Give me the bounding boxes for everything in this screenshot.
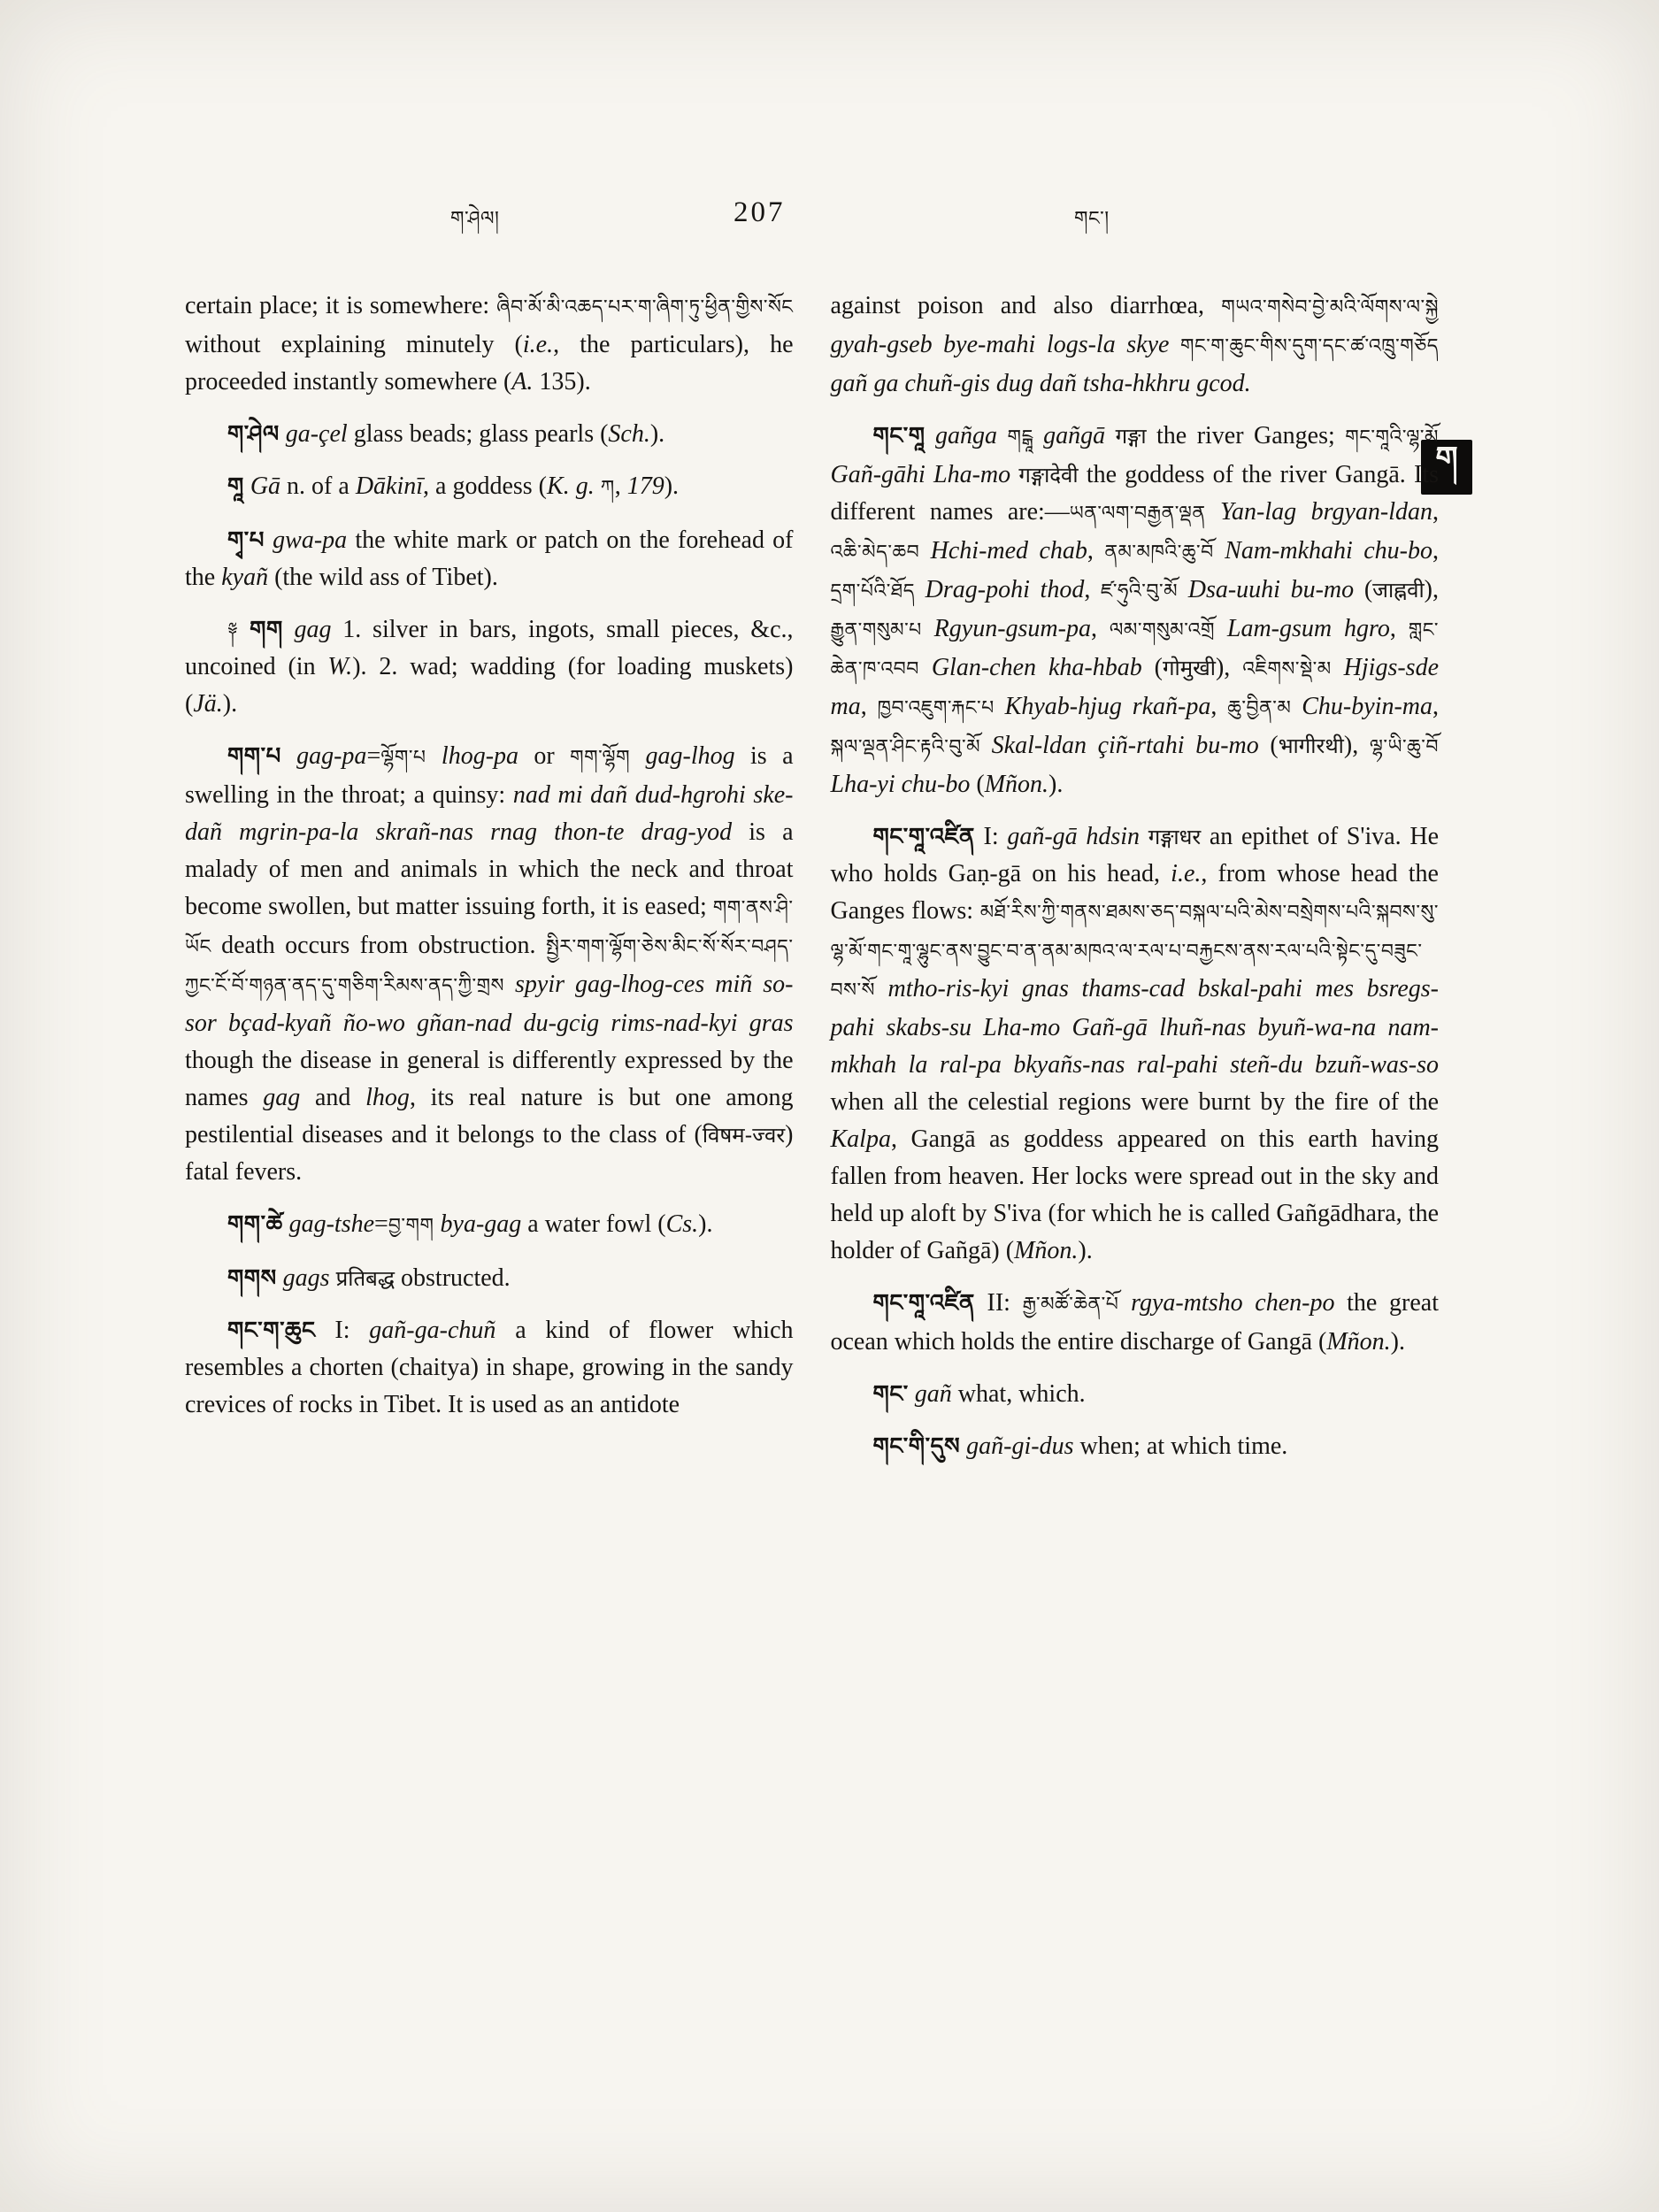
entry-text-segment: ), bbox=[1343, 732, 1370, 759]
entry-text-segment: ga-çel bbox=[279, 420, 348, 448]
page-body bbox=[185, 288, 1439, 1480]
entry-text-segment: the goddess of the river Gangā. Its different names are:— bbox=[830, 461, 1439, 526]
entry-text-segment: གང་གཱའི་ལྷ་མོ bbox=[1345, 426, 1440, 449]
entry-text-segment: though the disease in general is differently expressed by the names bbox=[185, 1047, 794, 1111]
entry-text-segment: गङ्गादेवी bbox=[1018, 463, 1079, 488]
entry-text-segment: ), bbox=[1424, 576, 1439, 603]
entry-text-segment: = bbox=[366, 742, 381, 770]
dictionary-entry bbox=[831, 1376, 1440, 1413]
entry-text-segment: (the wild ass of Tibet). bbox=[268, 564, 498, 591]
entry-text-segment: n. of a bbox=[280, 472, 356, 500]
entry-text-segment: , bbox=[1389, 615, 1409, 642]
entry-headword: ག་ཤེལ bbox=[227, 421, 280, 448]
entry-text-segment: ) fatal fevers. bbox=[185, 1121, 794, 1186]
entry-text-segment: གག་ནས་ཤི་ཡོང bbox=[185, 897, 794, 958]
dictionary-entry bbox=[185, 522, 794, 596]
entry-text-segment: gañga bbox=[925, 422, 998, 449]
entry-text-segment: प्रतिबद्ध bbox=[335, 1266, 396, 1291]
dictionary-entry bbox=[831, 418, 1440, 803]
entry-text-segment: , the particulars), he proceeded instantly somewhere ( bbox=[185, 331, 794, 396]
entry-text-segment: Skal-ldan çiñ-rtahi bu-mo bbox=[980, 732, 1259, 759]
entry-text-segment: i.e. bbox=[1171, 860, 1202, 887]
entry-text-segment: ). bbox=[698, 1210, 713, 1238]
entry-text-segment bbox=[1169, 331, 1180, 358]
entry-text-segment: I: bbox=[315, 1317, 370, 1344]
entry-text-segment: kyañ bbox=[221, 564, 269, 591]
entry-text-segment: lhog-pa bbox=[426, 742, 519, 770]
entry-text-segment: Hjigs-sde ma bbox=[830, 654, 1440, 720]
dictionary-entry bbox=[831, 288, 1440, 403]
entry-text-segment: = bbox=[374, 1210, 388, 1238]
entry-text-segment: , from whose head the Ganges flows: bbox=[830, 860, 1439, 925]
header-right-keyword: གང་། bbox=[1074, 208, 1110, 230]
entry-headword: གང་གཱ bbox=[872, 423, 926, 449]
entry-text-segment: ). bbox=[1078, 1237, 1093, 1264]
entry-text-segment: ). 2. wad; wadding (for loading muskets) ( bbox=[185, 653, 794, 718]
entry-text-segment: rgya-mtsho chen-po bbox=[1131, 1289, 1335, 1317]
entry-text-segment: a water fowl ( bbox=[521, 1210, 666, 1238]
entry-text-segment: ཞིབ་མོ་མི་འཆད་པར་ག་ཞིག་ཏུ་ཕྱིན་གྱིས་སོང bbox=[496, 296, 794, 319]
entry-text-segment: ). bbox=[649, 420, 665, 448]
entry-headword: གག bbox=[250, 617, 283, 643]
entry-text-segment: ལྷ་ཡི་ཆུ་བོ bbox=[1369, 736, 1439, 758]
entry-text-segment: gañ-ga-chuñ bbox=[369, 1317, 496, 1344]
entry-text-segment: སྐལ་ལྡན་ཤིང་རྟའི་བུ་མོ bbox=[830, 736, 981, 758]
entry-headword: གང་གི་དུས bbox=[872, 1433, 961, 1460]
entry-text-segment: ཁྱབ་འཇུག་རྐང་པ bbox=[877, 697, 995, 719]
entry-text-segment: an epithet of S'iva. He who holds Gaṇ-gā on his head, bbox=[830, 823, 1440, 887]
entry-text-segment: , bbox=[1432, 498, 1439, 526]
entry-text-segment: nad mi dañ dud-hgrohi ske-dañ mgrin-pa-la skrañ-nas rnag thon-te drag-yod bbox=[185, 781, 794, 846]
entry-text-segment: भागीरथी bbox=[1278, 733, 1344, 758]
entry-text-segment: W. bbox=[327, 653, 353, 680]
entry-text-segment bbox=[1140, 823, 1148, 850]
entry-text-segment: , bbox=[1432, 537, 1440, 565]
entry-text-segment: K. g. bbox=[547, 472, 595, 500]
entry-text-segment: gañ-gā hdsin bbox=[1007, 823, 1140, 850]
entry-text-segment: , bbox=[1210, 693, 1228, 720]
entry-text-segment: gañ ga chuñ-gis dug dañ tsha-hkhru gcod. bbox=[830, 370, 1251, 397]
entry-text-segment: Dsa-uuhi bu-mo bbox=[1178, 576, 1355, 603]
entry-text-segment: དྲག་པོའི་ཐོད bbox=[830, 580, 915, 603]
entry-text-segment: what, which. bbox=[951, 1380, 1086, 1408]
entry-text-segment: གང་ག་ཆུང་གིས་དུག་དང་ཚ་འཁྲུ་གཅོད bbox=[1180, 335, 1439, 357]
entry-text-segment: གག་ལྷོག bbox=[570, 747, 631, 769]
entry-text-segment: gañgā bbox=[1033, 422, 1106, 449]
entry-text-segment: རྒྱུན་གསུམ་པ bbox=[830, 619, 922, 641]
dictionary-entry bbox=[185, 1312, 794, 1424]
entry-text-segment: Glan-chen kha-hbab bbox=[918, 654, 1142, 681]
entry-text-segment: Gañ-gāhi Lha-mo bbox=[830, 461, 1011, 488]
entry-text-segment: Chu-byin-ma bbox=[1291, 693, 1432, 720]
dictionary-entry bbox=[185, 738, 794, 1191]
entry-text-segment: the great ocean which holds the entire discharge of Gangā ( bbox=[830, 1289, 1440, 1356]
entry-text-segment: Kalpa bbox=[830, 1125, 891, 1153]
entry-text-segment: without explaining minutely ( bbox=[185, 331, 523, 358]
entry-text-segment: 135). bbox=[533, 368, 591, 396]
entry-text-segment: Sch. bbox=[608, 420, 650, 448]
left-column bbox=[185, 288, 794, 1480]
entry-text-segment: Khyab-hjug rkañ-pa bbox=[994, 693, 1211, 720]
entry-text-segment: a kind of flower which resembles a chorten (chaitya) in shape, growing in the sandy crevices of rocks in Tibet. It is used as an antidote bbox=[185, 1317, 794, 1418]
entry-text-segment: when; at which time. bbox=[1073, 1432, 1288, 1460]
entry-text-segment bbox=[504, 971, 515, 998]
entry-text-segment: Lam-gsum hgro bbox=[1215, 615, 1390, 642]
page-number: 207 bbox=[733, 196, 786, 228]
entry-headword: གཱ bbox=[227, 473, 244, 500]
entry-text-segment: , bbox=[1087, 537, 1105, 565]
entry-text-segment: Mñon. bbox=[984, 771, 1049, 798]
entry-text-segment: certain place; it is somewhere: bbox=[185, 292, 497, 319]
entry-headword: གང་ག་ཆུང bbox=[227, 1317, 316, 1344]
entry-text-segment: when all the celestial regions were burnt by the fire of the bbox=[830, 1088, 1439, 1116]
entry-text-segment: གཡའ་གསེབ་བྱེ་མའི་ལོགས་ལ་སྐྱེ bbox=[1221, 296, 1439, 319]
entry-text-segment: bya-gag bbox=[434, 1210, 522, 1238]
entry-text-segment: ). bbox=[1390, 1328, 1405, 1356]
entry-text-segment: death occurs from obstruction. bbox=[211, 932, 546, 959]
entry-text-segment: , Gangā as goddess appeared on this earth having fallen from heaven. Her locks were spread out in the sky and held up aloft by S'iva (for which he is called Gañgādhara, the holder of Gañgā) ( bbox=[830, 1125, 1439, 1264]
entry-text-segment: is a malady of men and animals in which the neck and throat become swollen, but matter issuing forth, it is eased; bbox=[185, 818, 794, 920]
entry-text-segment: ( bbox=[1141, 654, 1164, 681]
entry-text-segment: མཐོ་རིས་ཀྱི་གནས་ཐམས་ཅད་བསྐལ་པའི་མེས་བསྲེགས་པའི་སྐབས་སུ་ལྷ་མོ་གང་གཱ་ལྷུང་ནས་བྱུང་བ་ན་ནམ་མཁའ་ལ་རལ་པ་བརྐྱངས་ནས་རལ་པའི་སྟེང་དུ་བཟུང་བས་སོ bbox=[830, 902, 1439, 1002]
entry-text-segment: गङ्गा bbox=[1115, 424, 1147, 449]
entry-text-segment: Drag-pohi thod bbox=[914, 576, 1085, 603]
entry-text-segment bbox=[997, 422, 1007, 449]
entry-text-segment: གངྒཱ bbox=[1007, 426, 1033, 449]
entry-text-segment: ( bbox=[1354, 576, 1373, 603]
entry-text-segment: the white mark or patch on the forehead of the bbox=[185, 526, 794, 591]
entry-headword: གང་ bbox=[872, 1381, 909, 1408]
entry-text-segment: ). bbox=[222, 690, 238, 718]
entry-text-segment: སྤྱིར་གག་ལྷོག་ཅེས་མིང་སོ་སོར་བཤད་ཀྱང་ངོ་བོ་གཉན་ནད་དུ་གཅིག་རིམས་ནད་ཀྱི་གྲས bbox=[185, 936, 794, 997]
entry-text-segment: འཇིགས་སྡེ་མ bbox=[1242, 658, 1332, 680]
entry-text-segment: and bbox=[300, 1084, 366, 1111]
entry-text-segment: ཀ bbox=[600, 477, 615, 499]
entry-text-segment: Dākinī bbox=[355, 472, 424, 500]
entry-text-segment: जाह्नवी bbox=[1372, 578, 1425, 603]
header-left-keyword: ག་ཤེལ། bbox=[450, 208, 500, 230]
entry-text-segment: རྒྱ་མཚོ་ཆེན་པོ bbox=[1022, 1294, 1119, 1316]
entry-text-segment: Mñon. bbox=[1014, 1237, 1079, 1264]
entry-text-segment: , bbox=[1084, 576, 1101, 603]
entry-text-segment bbox=[595, 472, 601, 500]
entry-text-segment: or bbox=[518, 742, 571, 770]
entry-text-segment: Mñon. bbox=[1326, 1328, 1391, 1356]
dictionary-entry bbox=[831, 1428, 1440, 1465]
entry-text-segment: , a goddess ( bbox=[423, 472, 548, 500]
entry-text-segment: gags bbox=[276, 1264, 330, 1292]
entry-text-segment: Rgyun-gsum-pa bbox=[921, 615, 1091, 642]
entry-text-segment: gañ-gi-dus bbox=[960, 1432, 1074, 1460]
entry-text-segment bbox=[1118, 1289, 1131, 1317]
entry-text-segment: Lha-yi chu-bo bbox=[830, 771, 971, 798]
entry-text-segment: obstructed. bbox=[395, 1264, 511, 1292]
entry-text-segment: Jä. bbox=[193, 690, 223, 718]
entry-text-segment: gyah-gseb bye-mahi logs-la skye bbox=[830, 331, 1170, 358]
entry-text-segment: ( bbox=[970, 771, 985, 798]
entry-text-segment: spyir gag-lhog-ces miñ so-sor bçad-kyañ ño-wo gñan-nad du-gcig rims-nad-kyi gras bbox=[185, 971, 794, 1037]
entry-text-segment: , bbox=[1432, 693, 1439, 720]
entry-text-segment: glass beads; glass pearls ( bbox=[347, 420, 609, 448]
entry-headword: གང་གཱ་འཛིན bbox=[872, 824, 975, 850]
entry-text-segment: II: bbox=[974, 1289, 1023, 1317]
page-header bbox=[185, 196, 1439, 241]
dictionary-entry bbox=[831, 818, 1440, 1270]
entry-headword: གག་པ bbox=[227, 743, 281, 770]
entry-text-segment: , its real nature is but one among pestilential diseases and it belongs to the class of ( bbox=[185, 1084, 794, 1148]
entry-text-segment: gañ bbox=[908, 1380, 952, 1408]
dictionary-entry bbox=[185, 468, 794, 507]
entry-text-segment: gag-lhog bbox=[630, 742, 735, 770]
entry-text-segment: is a swelling in the throat; a quinsy: bbox=[185, 742, 794, 809]
dictionary-entry bbox=[185, 611, 794, 723]
entry-text-segment: the river Ganges; bbox=[1146, 422, 1346, 449]
entry-text-segment: गोमुखी bbox=[1163, 656, 1216, 680]
entry-text-segment: ). bbox=[1048, 771, 1064, 798]
entry-text-segment: བྱ་གག bbox=[388, 1215, 434, 1237]
entry-text-segment: gag bbox=[263, 1084, 301, 1111]
entry-text-segment: ཛ་ཧུའི་བུ་མོ bbox=[1100, 580, 1179, 603]
entry-text-segment: ཡན་ལག་བརྒྱན་ལྡན bbox=[1069, 503, 1206, 525]
entry-text-segment: Cs. bbox=[665, 1210, 699, 1238]
entry-text-segment: གླང་ཆེན་ཁ་འབབ bbox=[830, 619, 1440, 680]
dictionary-entry bbox=[185, 1260, 794, 1297]
dictionary-entry bbox=[185, 416, 794, 453]
entry-text-segment: against poison and also diarrhœa, bbox=[830, 292, 1222, 319]
entry-text-segment: ), bbox=[1215, 654, 1243, 681]
entry-text-segment: gwa-pa bbox=[264, 526, 348, 554]
entry-text-segment: i.e. bbox=[522, 331, 554, 358]
right-column bbox=[831, 288, 1440, 1480]
dictionary-entry bbox=[185, 1206, 794, 1245]
entry-text-segment: A. bbox=[511, 368, 534, 396]
entry-text-segment: गङ्गाधर bbox=[1148, 825, 1202, 849]
entry-text-segment bbox=[1010, 461, 1018, 488]
entry-text-segment: gag-pa bbox=[280, 742, 367, 770]
entry-text-segment: , bbox=[614, 472, 627, 500]
entry-text-segment: ལམ་གསུམ་འགྲོ bbox=[1109, 619, 1216, 641]
dictionary-entry bbox=[831, 1285, 1440, 1361]
dictionary-entry bbox=[185, 288, 794, 401]
entry-headword: གྭ་པ bbox=[227, 527, 265, 554]
entry-text-segment: ནམ་མཁའི་ཆུ་བོ bbox=[1104, 541, 1214, 564]
entry-text-segment: I: bbox=[974, 823, 1008, 850]
entry-text-segment: gag bbox=[282, 616, 332, 643]
entry-text-segment: , bbox=[860, 693, 878, 720]
entry-headword: གགས bbox=[227, 1265, 277, 1292]
entry-text-segment: Nam-mkhahi chu-bo bbox=[1213, 537, 1433, 565]
entry-text-segment: mtho-ris-kyi gnas thams-cad bskal-pahi mes bsregs-pahi skabs-su Lha-mo Gañ-gā lhuñ-nas byuñ-wa-na nam-mkhah la ral-pa bkyañs-nas ral-pahi steñ-du bzuñ-was-so bbox=[830, 975, 1440, 1079]
entry-text-segment: Yan-lag brgyan-ldan bbox=[1205, 498, 1432, 526]
entry-text-segment bbox=[875, 975, 888, 1002]
entry-text-segment: Gā bbox=[243, 472, 281, 500]
entry-text-segment: lhog bbox=[365, 1084, 410, 1111]
entry-text-segment bbox=[1105, 422, 1115, 449]
entry-headword: གང་གཱ་འཛིན bbox=[872, 1290, 975, 1317]
entry-text-segment: , bbox=[1090, 615, 1110, 642]
entry-text-segment: ). bbox=[664, 472, 680, 500]
thumb-index-letter: ག bbox=[1435, 441, 1458, 477]
entry-text-segment: विषम-ज्वर bbox=[702, 1123, 786, 1148]
entry-text-segment: Hchi-med chab bbox=[919, 537, 1087, 565]
entry-text-segment: 179 bbox=[626, 472, 664, 500]
entry-text-segment: ༈ bbox=[227, 618, 250, 642]
entry-text-segment: 1. silver in bars, ingots, small pieces, &c., uncoined (in bbox=[185, 616, 794, 680]
entry-text-segment: gag-tshe bbox=[282, 1210, 375, 1238]
entry-text-segment: ཆུ་བྱིན་མ bbox=[1227, 697, 1292, 719]
entry-text-segment: ལྷོག་པ bbox=[380, 747, 426, 769]
entry-text-segment: ( bbox=[1258, 732, 1279, 759]
entry-text-segment: འཆི་མེད་ཆབ bbox=[830, 541, 920, 564]
entry-headword: གག་ཚེ bbox=[227, 1211, 283, 1238]
entry-text-segment bbox=[330, 1264, 336, 1292]
